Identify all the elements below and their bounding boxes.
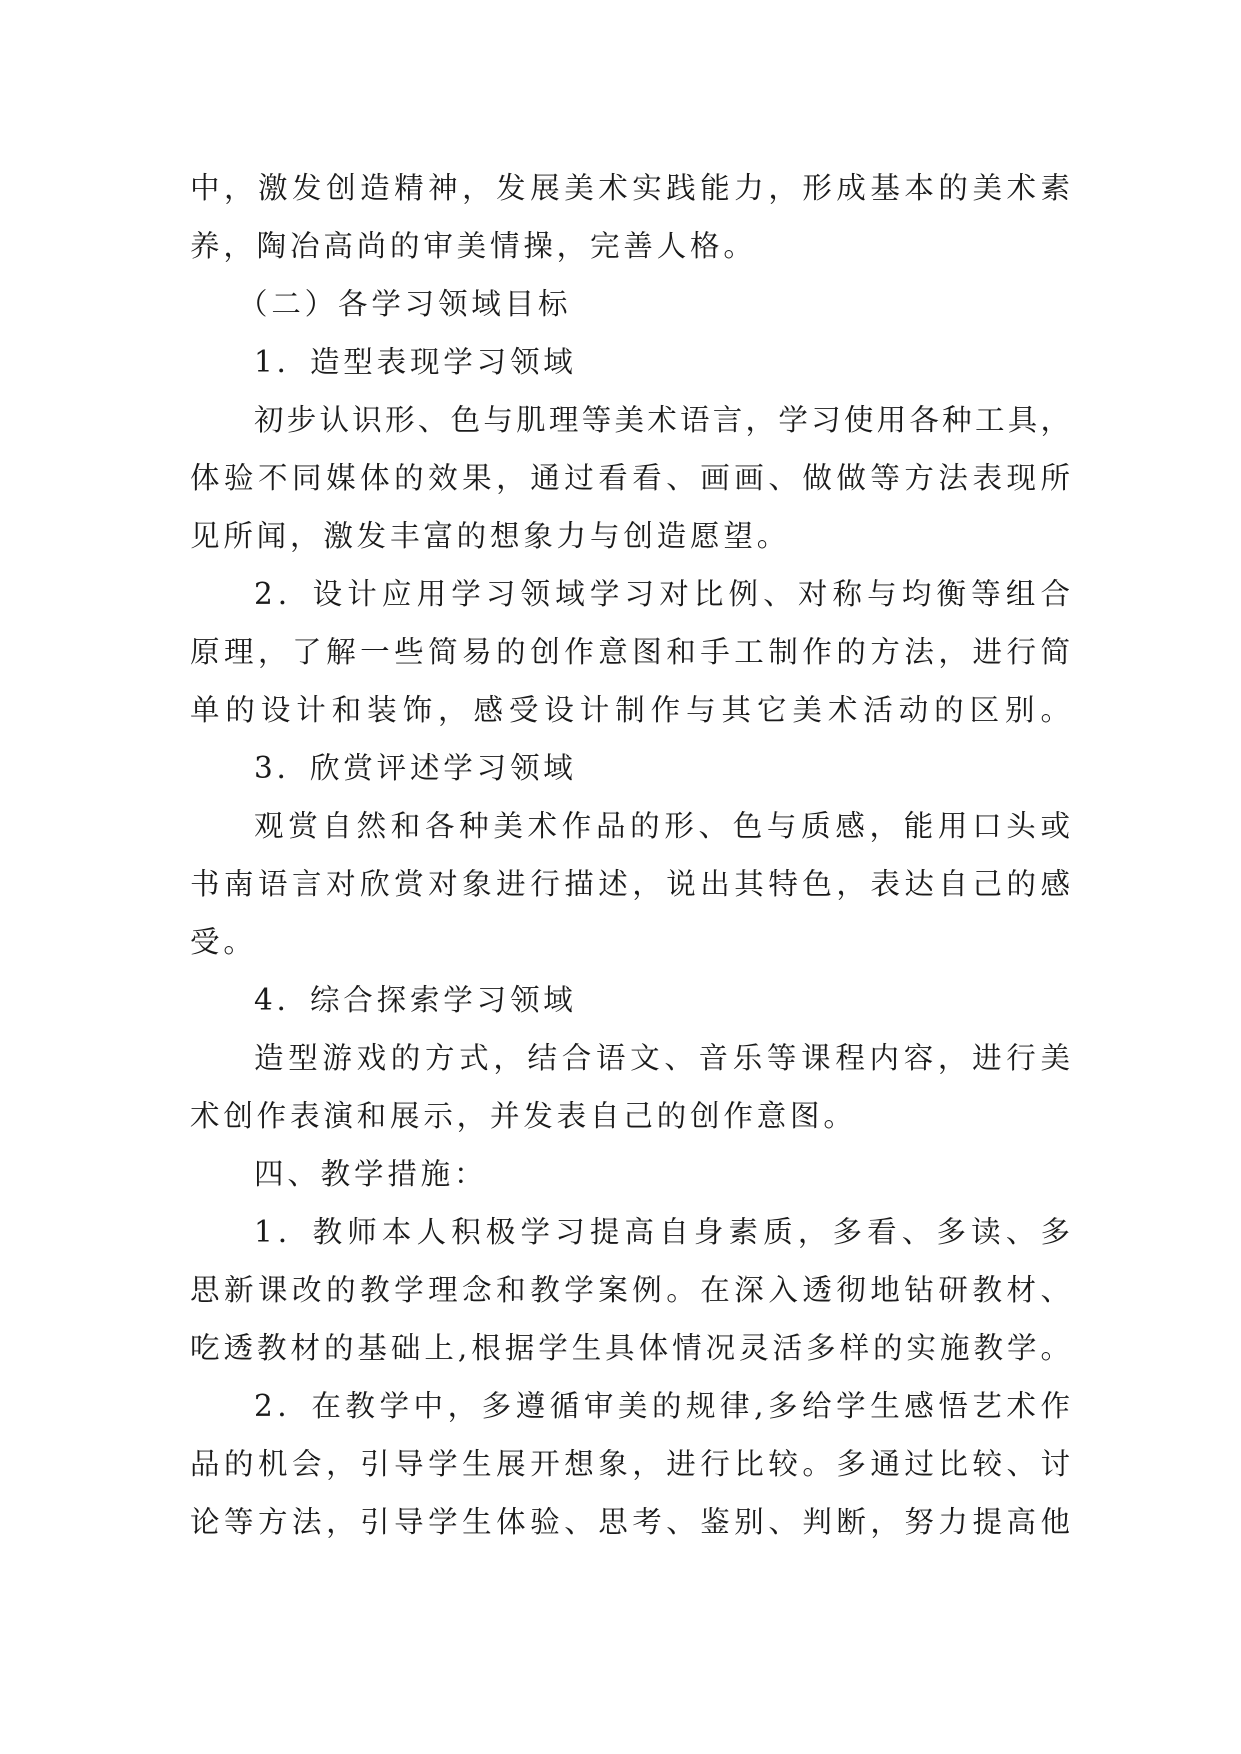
paragraph-line: 单的设计和装饰，感受设计制作与其它美术活动的区别。 [190,693,1070,727]
paragraph-line: 书南语言对欣赏对象进行描述，说出其特色，表达自己的感 [190,867,1070,901]
paragraph-line: 观赏自然和各种美术作品的形、色与质感，能用口头或 [254,809,1070,843]
paragraph-line: 术创作表演和展示，并发表自己的创作意图。 [190,1099,857,1133]
subsection-heading: 3．欣赏评述学习领域 [254,751,577,785]
section-heading: （二）各学习领域目标 [238,287,572,321]
paragraph-line: 品的机会，引导学生展开想象，进行比较。多通过比较、讨 [190,1447,1070,1481]
paragraph-line: 1．教师本人积极学习提高自身素质，多看、多读、多 [254,1215,1070,1249]
paragraph-line: 论等方法，引导学生体验、思考、鉴别、判断，努力提高他 [190,1505,1070,1539]
paragraph-line: 思新课改的教学理念和教学案例。在深入透彻地钻研教材、 [190,1273,1070,1307]
paragraph-line: 吃透教材的基础上,根据学生具体情况灵活多样的实施教学。 [190,1331,1070,1365]
section-heading: 四、教学措施： [254,1157,488,1191]
subsection-heading: 4．综合探索学习领域 [254,983,577,1017]
subsection-heading: 1．造型表现学习领域 [254,345,577,379]
paragraph-line: 见所闻，激发丰富的想象力与创造愿望。 [190,519,791,553]
paragraph-line: 中，激发创造精神，发展美术实践能力，形成基本的美术素 [190,171,1070,205]
paragraph-line: 原理，了解一些简易的创作意图和手工制作的方法，进行简 [190,635,1070,669]
paragraph-line: 造型游戏的方式，结合语文、音乐等课程内容，进行美 [254,1041,1070,1075]
paragraph-line: 体验不同媒体的效果，通过看看、画画、做做等方法表现所 [190,461,1070,495]
paragraph-line: 受。 [190,925,257,959]
paragraph-line: 2．在教学中，多遵循审美的规律,多给学生感悟艺术作 [254,1389,1070,1423]
paragraph-line: 2．设计应用学习领域学习对比例、对称与均衡等组合 [254,577,1070,611]
paragraph-line: 初步认识形、色与肌理等美术语言，学习使用各种工具， [254,403,1070,437]
paragraph-line: 养，陶冶高尚的审美情操，完善人格。 [190,229,757,263]
